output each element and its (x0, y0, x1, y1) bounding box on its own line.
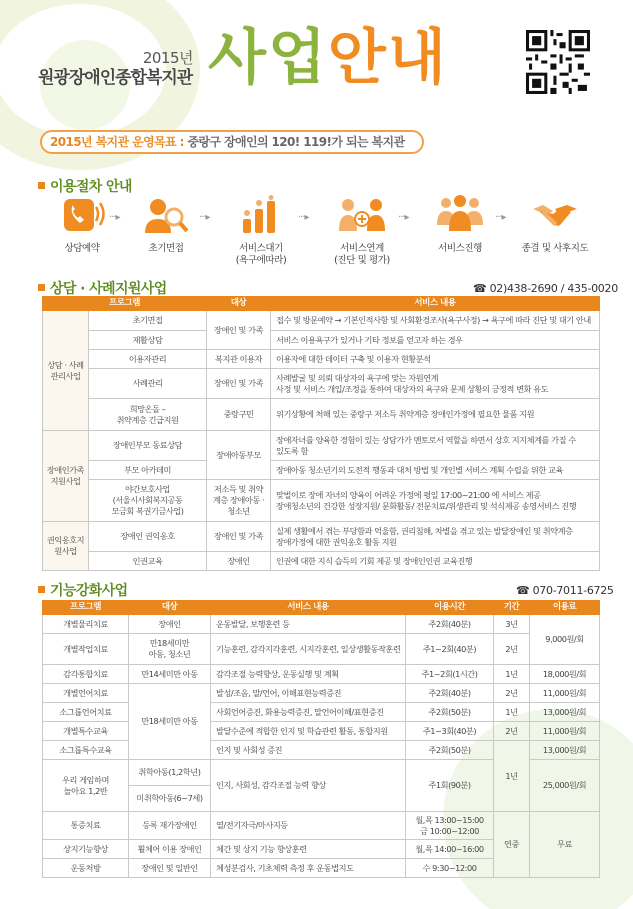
rehab-phone: ☎ 070-7011-6725 (516, 584, 614, 597)
header (0, 0, 633, 120)
counsel-phone: ☎ 02)438-2690 / 435-0020 (473, 282, 618, 295)
goal-banner (40, 130, 424, 154)
page-title (208, 23, 448, 93)
header-content: 서비스 내용 (271, 297, 600, 311)
table-row: 소그룹언어치료 사회언어증진, 화용능력증진, 말언어이해/표현증진 주2회(50분) 1년 13,000원/회 (43, 703, 600, 722)
counsel-table (42, 296, 600, 571)
handshake-icon (531, 195, 579, 235)
arrow-icon: ···▸ (398, 212, 409, 223)
table-row: 야간보호사업 (서울시사회복지공동 모금회 복권기금사업) 저소득 및 취약 계층 장애아동 · 청소년 맞벌이로 장애 자녀의 양육이 어려운 가정에 평일 17:00~21:00 에 서비스 제공 장애청소년의 건강한 성장지원/ 문화활동/ 전문치료/위생관리 및 석식제공 송영서비스 진행 (43, 480, 600, 522)
step-service: 서비스진행 (428, 195, 492, 267)
bullet-square-icon (38, 586, 45, 593)
year-label: 2015년 (142, 49, 193, 67)
bullet-square-icon (38, 182, 45, 189)
goal-label: 2015년 복지관 운영목표 : (50, 135, 184, 149)
step-consult-booking: 상담예약 (52, 195, 112, 267)
table-header-row: 프로그램 대상 서비스 내용 이용시간 기간 이용료 (43, 601, 600, 615)
arrow-icon: ···▸ (199, 212, 210, 223)
table-row: 상담 · 사례관리사업 초기면접 장애인 및 가족 접수 및 방문예약 → 기본인적사항 및 사회환경조사(욕구사정) → 욕구에 따라 진단 및 대기 안내 (43, 311, 600, 331)
title-part2: 안내 (327, 23, 448, 93)
table-row: 장애인가족지원사업 장애인부모 동료상담 장애아동부모 장애자녀를 양육한 경험이 있는 상담가가 멘토로서 역할을 하면서 상호 지지체계를 가질 수 있도록 함 (43, 431, 600, 461)
bullet-square-icon (38, 284, 45, 291)
step-interview: 초기면접 (136, 195, 196, 267)
org-name: 원광장애인종합복지관 (38, 68, 193, 88)
header-target: 대상 (207, 297, 271, 311)
section-heading-process: 이용절차 안내 (38, 176, 132, 196)
header-program: 프로그램 (43, 297, 207, 311)
group-label: 장애인가족지원사업 (43, 431, 89, 522)
bar-chart-icon (237, 195, 285, 235)
title-part1: 사업 (208, 23, 328, 93)
arrow-icon: ···▸ (495, 212, 506, 223)
table-row: 소그룹특수교육 인지 및 사회성 증진 주2회(50분) 1년 13,000원/회 (43, 741, 600, 760)
arrow-icon: ···▸ (298, 212, 309, 223)
table-row: 개별특수교육 발달수준에 적합한 인지 및 학습관련 활동, 통합지원 주1~3회(40분) 2년 11,000원/회 (43, 722, 600, 741)
group-icon (436, 195, 484, 235)
table-row: 상지기능향상 휠체어 이용 장애인 체간 및 상지 기능 향상훈련 월,목 14:00~16:00 (43, 840, 600, 859)
table-row: 재활상담 서비스 이용욕구가 있거나 기타 정보를 얻고자 하는 경우 (43, 331, 600, 350)
table-row: 우리 게임하며 놀아요 1,2반 취학아동(1,2학년) 인지, 사회성, 감각조절 능력 향상 주1회(90분) 25,000원/회 (43, 760, 600, 786)
phone-icon (58, 195, 106, 235)
people-link-icon (338, 195, 386, 235)
table-row: 부모 아카데미 장애아동 청소년기의 도전적 행동과 대처 방법 및 개인별 서비스 계획 수립을 위한 교육 (43, 461, 600, 480)
step-waiting: 서비스대기 (욕구에따라) (226, 195, 296, 267)
table-row: 개별작업치료 만18세미만 아동, 청소년 기능훈련, 감각지각훈련, 시지각훈련, 일상생활동작훈련 주1~2회(40분) 2년 (43, 634, 600, 665)
group-label: 상담 · 사례관리사업 (43, 311, 89, 431)
goal-text: 중랑구 장애인의 120! 119!가 되는 복지관 (183, 135, 405, 149)
step-termination: 종결 및 사후지도 (518, 195, 592, 267)
table-row: 인권교육 장애인 인권에 대한 지식 습득의 기회 제공 및 장애인인권 교육진행 (43, 552, 600, 571)
table-row: 미취학아동(6~7세) (43, 786, 600, 812)
table-row: 통증치료 등록 재가장애인 열/전기자극/마사지등 월,목 13:00~15:00 금 10:00~12:00 연중 무료 (43, 812, 600, 840)
table-row: 사례관리 장애인 및 가족 사례발굴 및 의뢰 대상자의 욕구에 맞는 자원연계 사정 및 서비스 개입/조정을 통하여 대상자의 욕구와 문제 상황의 긍정적 변화 유도 (43, 369, 600, 399)
group-label: 권익옹호지원사업 (43, 522, 89, 571)
table-row: 희망온돌 – 취약계층 긴급지원 중랑구민 위기상황에 처해 있는 중랑구 저소득 취약계층 장애인가정에 필요한 물품 지원 (43, 399, 600, 431)
table-row: 개별물리치료 장애인 운동발달, 보행훈련 등 주2회(40분) 3년 9,000원/회 (43, 615, 600, 634)
section-heading-counsel: 상담 · 사례지원사업 (38, 278, 167, 298)
rehab-table (42, 600, 600, 878)
table-header-row (43, 297, 600, 311)
magnifier-person-icon (142, 195, 190, 235)
arrow-icon: ···▸ (109, 212, 120, 223)
table-row: 감각통합치료 만14세미만 아동 감각조절 능력향상, 운동실행 및 계획 주1~2회(1시간) 1년 18,000원/회 (43, 665, 600, 684)
table-row: 권익옹호지원사업 장애인 권익옹호 장애인 및 가족 실제 생활에서 겪는 부당함과 억울함, 권리침해, 차별을 겪고 있는 발달장애인 및 취약계층 장애가정에 대한 권익옹호 활동 지원 (43, 522, 600, 552)
table-row: 운동처방 장애인 및 일반인 체성분검사, 기초체력 측정 후 운동법지도 수 9:30~12:00 (43, 859, 600, 878)
table-row: 개별언어치료 만18세미만 아동 발성/조음, 말/언어, 이해표현능력증진 주2회(40분) 2년 11,000원/회 (43, 684, 600, 703)
step-linking: 서비스연계 (진단 및 평가) (326, 195, 398, 267)
table-row: 이용자관리 복지관 이용자 이용자에 대한 데이터 구축 및 이용자 현황분석 (43, 350, 600, 369)
section-heading-rehab: 기능강화사업 (38, 580, 128, 600)
qr-code-icon[interactable] (526, 30, 590, 94)
